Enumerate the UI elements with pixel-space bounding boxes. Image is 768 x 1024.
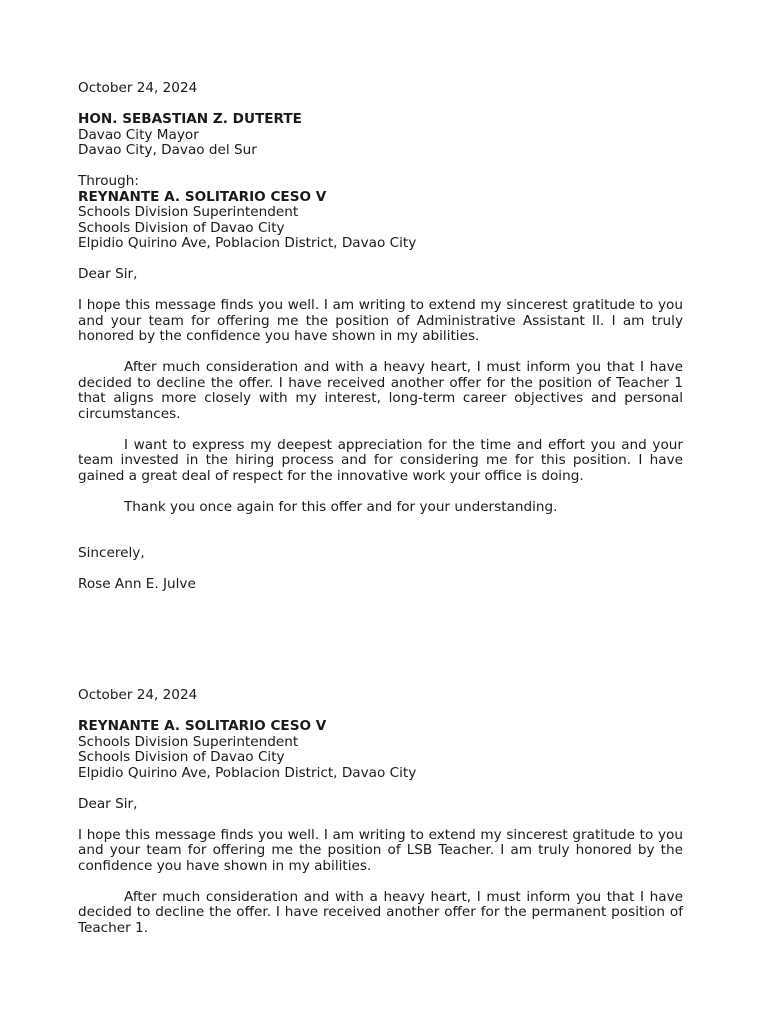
- recipient-name: HON. SEBASTIAN Z. DUTERTE: [78, 111, 302, 127]
- recipient-office: Schools Division of Davao City: [78, 749, 285, 765]
- recipient-title: Schools Division Superintendent: [78, 733, 299, 750]
- salutation: Dear Sir,: [78, 266, 138, 282]
- body-paragraph-4: Thank you once again for this offer and for your understanding.: [124, 498, 558, 515]
- body-paragraph-1: I hope this message finds you well. I am writing to extend my sincerest gratitude to you and your team for offering me the position of Administrative Assistant II. I am truly honored by the confidence you have shown in my abilities.: [78, 297, 683, 344]
- through-office: Schools Division of Davao City: [78, 219, 285, 236]
- through-title: Schools Division Superintendent: [78, 204, 299, 220]
- through-name: REYNANTE A. SOLITARIO CESO V: [78, 188, 327, 205]
- recipient-address: Elpidio Quirino Ave, Poblacion District, Davao City: [78, 764, 417, 781]
- body-paragraph-2: After much consideration and with a heavy heart, I must inform you that I have decided to decline the offer. I have received another offer for the permanent position of Teacher 1.: [78, 888, 683, 936]
- signature-name: Rose Ann E. Julve: [78, 576, 196, 592]
- recipient-title: Davao City Mayor: [78, 126, 199, 143]
- letter-date: October 24, 2024: [78, 687, 198, 703]
- through-label: Through:: [78, 173, 139, 189]
- recipient-name: REYNANTE A. SOLITARIO CESO V: [78, 718, 327, 734]
- closing: Sincerely,: [78, 545, 145, 561]
- letter-admin-assistant: [78, 81, 683, 593]
- body-paragraph-3: I want to express my deepest appreciation for the time and effort you and your team invested in the hiring process and for considering me for this position. I have gained a great deal of respect for the innovative work your office is doing.: [78, 436, 683, 484]
- body-paragraph-1: I hope this message finds you well. I am writing to extend my sincerest gratitude to you and your team for offering me the position of LSB Teacher. I am truly honored by the confidence you have shown in my abilities.: [78, 826, 683, 874]
- body-paragraph-2: After much consideration and with a heavy heart, I must inform you that I have decided to decline the offer. I have received another offer for the position of Teacher 1 that aligns more closely with my interest, long-term career objectives and personal circumstances.: [78, 359, 683, 422]
- letter-date: October 24, 2024: [78, 80, 198, 96]
- salutation: Dear Sir,: [78, 795, 138, 812]
- through-address: Elpidio Quirino Ave, Poblacion District, Davao City: [78, 235, 417, 251]
- recipient-address: Davao City, Davao del Sur: [78, 142, 257, 158]
- letter-lsb-teacher: [78, 688, 683, 936]
